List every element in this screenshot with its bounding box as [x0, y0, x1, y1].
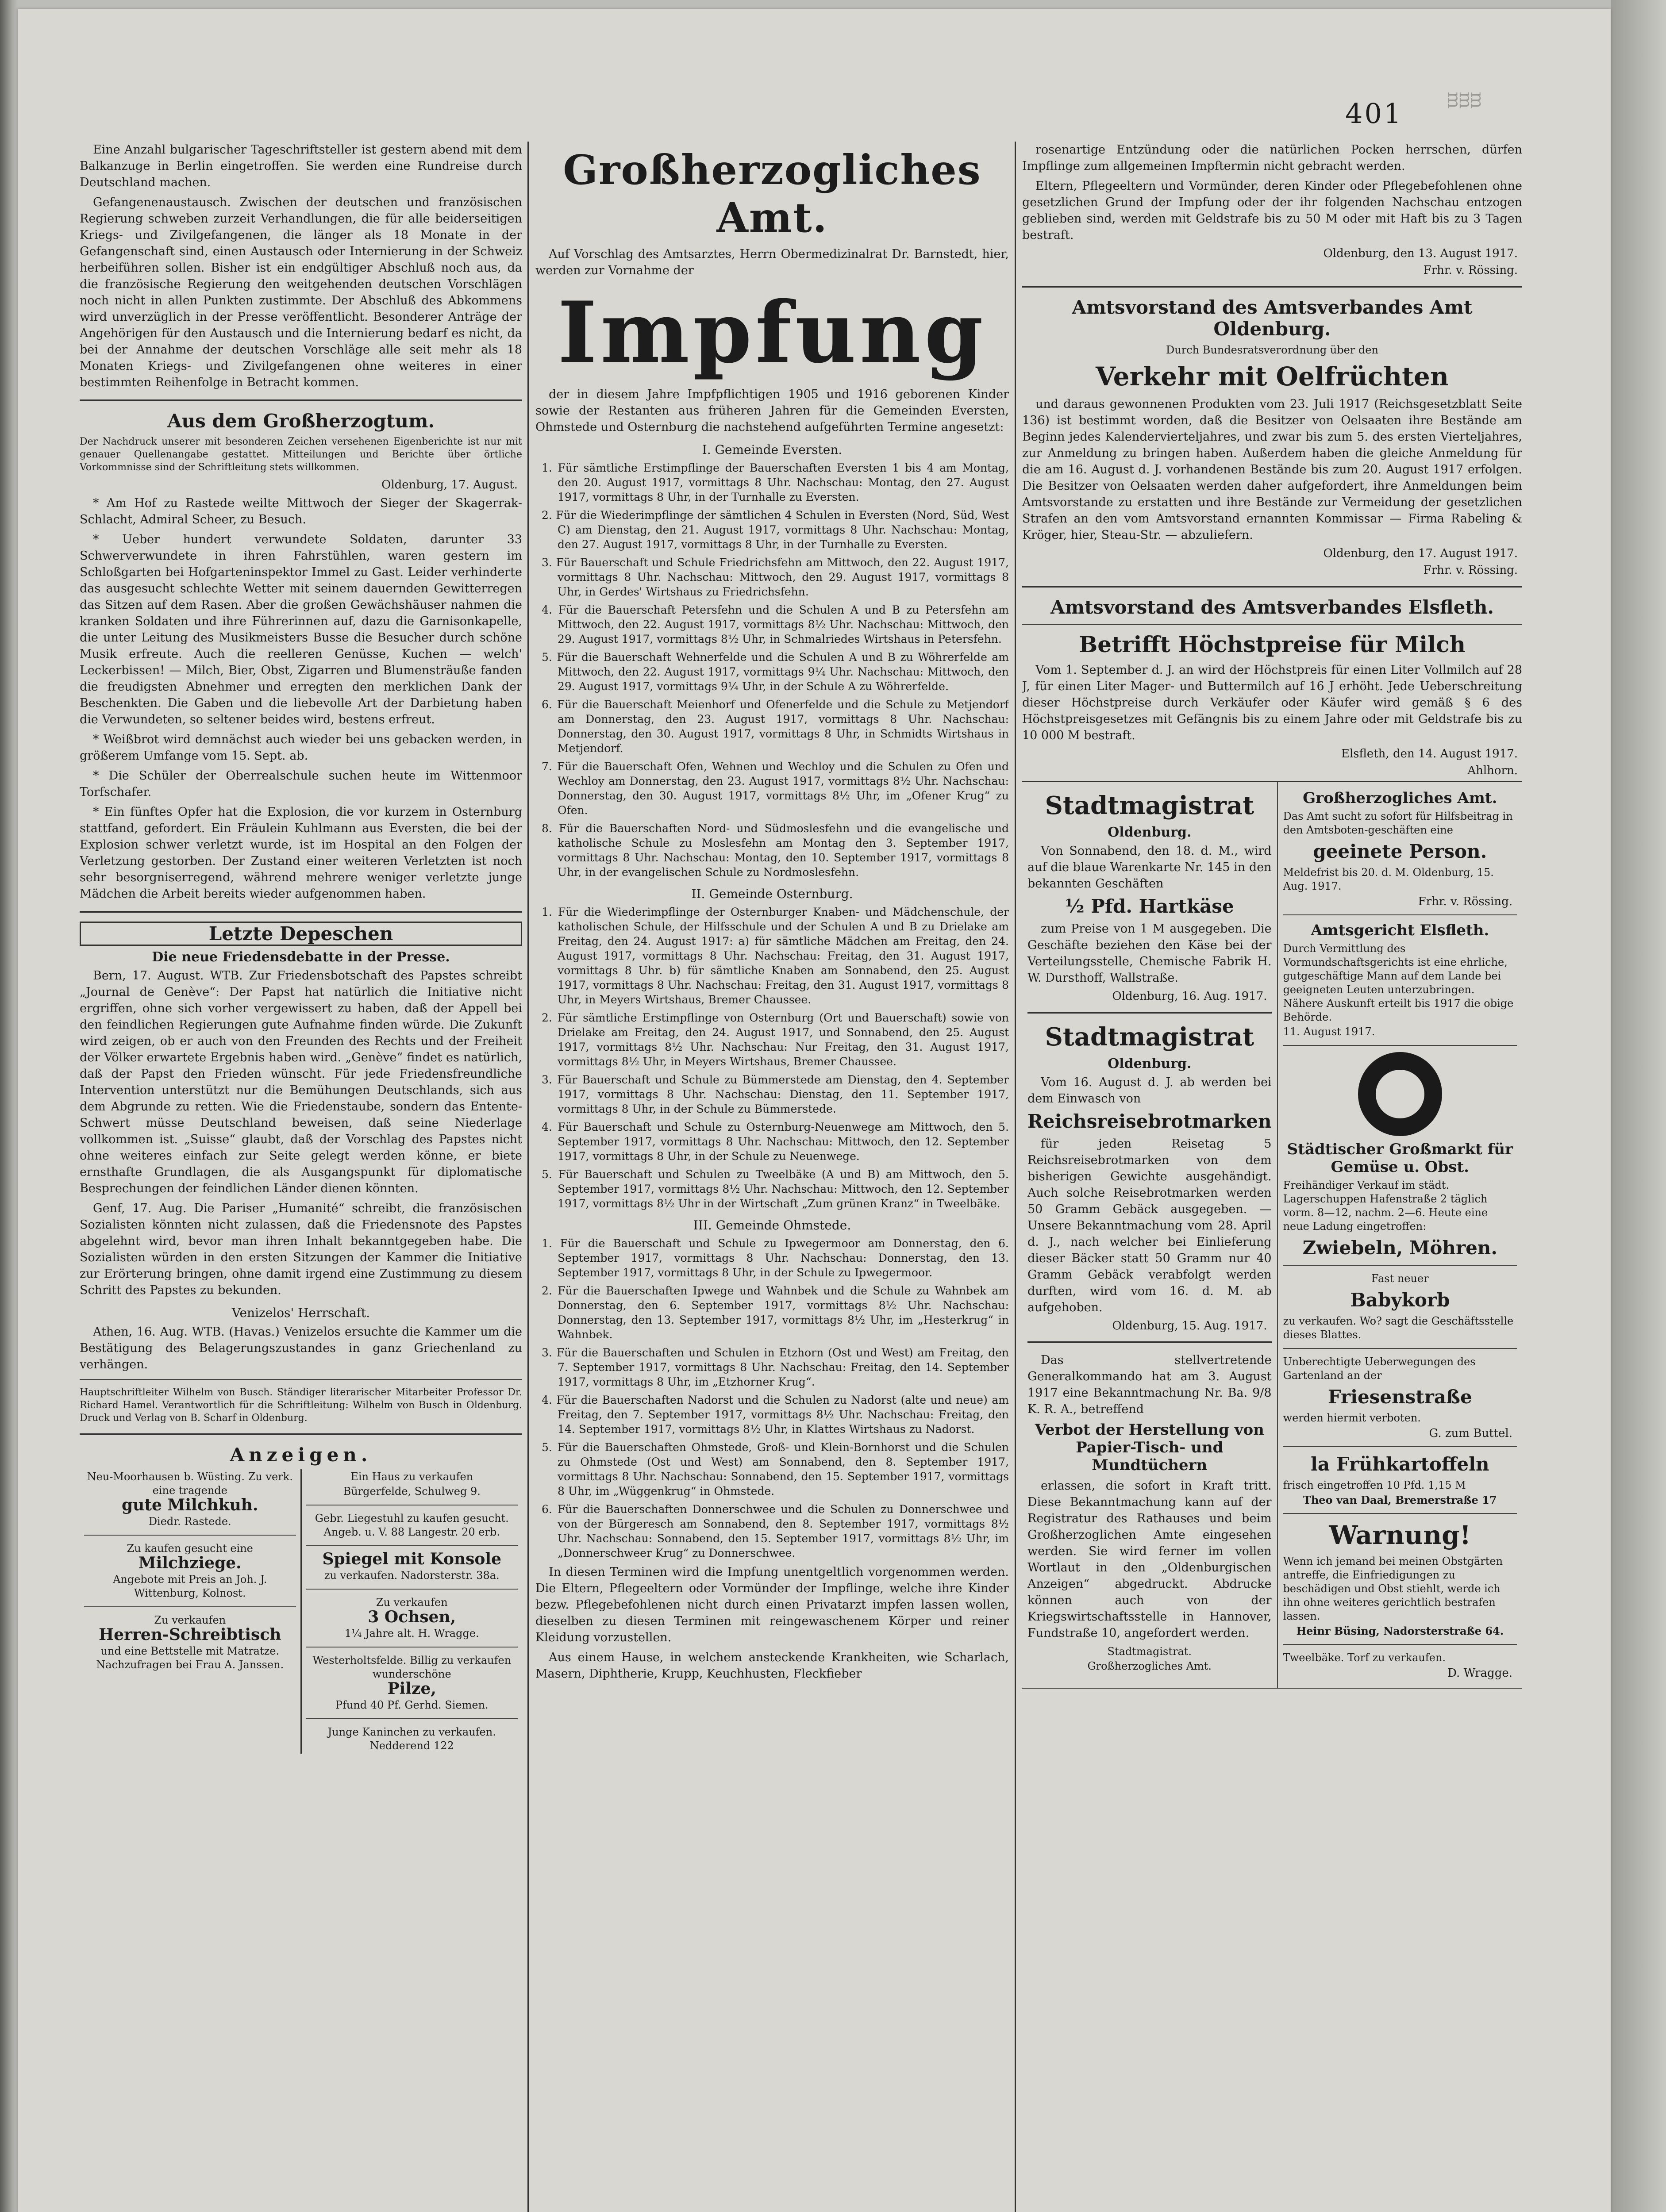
divider [306, 1589, 518, 1590]
notice-text: Das stellvertretende Generalkommando hat am 3. August 1917 eine Bekanntmachung Nr. Ba. 9/8 K. R. A., betreffend [1027, 1353, 1272, 1416]
imprint: Hauptschriftleiter Wilhelm von Busch. Ständiger literarischer Mitarbeiter Professor Dr. Richard Hamel. Verantwortlich für die Schriftleitung: Wilhelm von Busch in Oldenburg. Druck und Verlag von B. Scharf in Oldenburg. [80, 1387, 522, 1424]
depeschen-title: Letzte Depeschen [80, 922, 522, 946]
ad-text: frisch eingetroffen 10 Pfd. 1,15 M [1283, 1479, 1466, 1491]
notice-text: Von Sonnabend, den 18. d. M., wird auf die blaue Warenkarte Nr. 145 in den bekannten Geschäften [1027, 844, 1272, 891]
page-number: 401 [1345, 97, 1403, 130]
divider [1283, 1045, 1517, 1046]
schedule-item: 3. Für Bauerschaft und Schule Friedrichsfehn am Mittwoch, den 22. August 1917, vormittags 8 Uhr. Nachschau: Mittwoch, den 29. August 1917, vormittags 8 Uhr, in Gerdes' Wirtshaus zu Friedrichsfehn. [542, 556, 1009, 598]
divider [84, 1535, 296, 1536]
divider [306, 1545, 518, 1546]
divider [1283, 1446, 1517, 1447]
ad-text: Zu verkaufen [154, 1614, 226, 1626]
ads-left [80, 1469, 300, 1754]
notice-text: zum Preise von 1 M ausgegeben. Die Geschäfte beziehen den Käse bei der Verteilungsstelle, Chemische Fabrik H. W. Dursthoff, Wallstraße. [1027, 922, 1272, 985]
schedule-item: 5. Für Bauerschaft und Schulen zu Tweelbäke (A und B) am Mittwoch, den 5. September 1917, vormittags 8½ Uhr. Nachschau: Mittwoch, den 12. September 1917, vormittags 8½ Uhr in der Wirtschaft „Zum grünen Kranz“ in Tweelbäke. [542, 1168, 1009, 1210]
ad-headline: la Frühkartoffeln [1310, 1453, 1489, 1475]
notice-signature: Großherzogliches Amt. [1087, 1660, 1212, 1672]
column-rule [527, 142, 529, 2212]
notice-intro: Durch Bundesratsverordnung über den [1166, 344, 1378, 356]
ad-title: Unberechtigte Ueberwegungen des Gartenland an der [1283, 1356, 1476, 1382]
book-binding [0, 0, 18, 2212]
notice-subtitle: Oldenburg. [1108, 825, 1192, 840]
ad-text: Bürgerfelde, Schulweg 9. [343, 1485, 481, 1498]
classified-ad [306, 1596, 518, 1640]
ad-text: Ein Haus zu verkaufen [350, 1471, 473, 1483]
ad-text: Junge Kaninchen zu verkaufen. Nedderend 122 [327, 1726, 496, 1752]
divider [80, 1379, 522, 1380]
classified-ad [84, 1542, 296, 1600]
schedule-item: 6. Für die Bauerschaften Donnerschwee und die Schulen zu Donnerschwee und von der Bürgeresch am Sonnabend, den 8. September 1917, vormittags 8½ Uhr. Nachschau: Sonnabend, den 15. September 1917, vormittags 8½ Uhr, im „Donnerschweer Krug“ zu Donnerschwee. [542, 1503, 1009, 1559]
notice-text: für jeden Reisetag 5 Reichsreisebrotmarken von dem bisherigen Gewichte ausgehändigt. Auch solche Reisebrotmarken werden 50 Gramm Gebäck ausgegeben. — Unsere Bekanntmachung vom 28. April d. J., nach welcher bei Einlieferung dieser Bäcker statt 50 Gramm nur 40 Gramm Gebäck verabfolgt werden durften, wird vom 16. d. M. ab aufgehoben. [1027, 1137, 1272, 1314]
ad-text: Meldefrist bis 20. d. M. Oldenburg, 15. Aug. 1917. [1283, 866, 1494, 892]
notice-left-stack [1022, 782, 1277, 1689]
notice-headline: Betrifft Höchstpreise für Milch [1079, 631, 1466, 657]
notice-title: Amtsvorstand des Amtsverbandes Elsfleth. [1050, 596, 1494, 618]
classified-ads [80, 1469, 522, 1754]
notice-signature: Ahlhorn. [1467, 764, 1518, 777]
schedule-item: 3. Für die Bauerschaften und Schulen in Etzhorn (Ost und West) am Freitag, den 7. September 1917, vormittags 8 Uhr. Nachschau: Freitag, den 14. September 1917, vormittags 8 Uhr, im „Etzhorner Krug“. [542, 1346, 1009, 1388]
ad-text: werden hiermit verboten. [1283, 1412, 1421, 1424]
notice-title: Amtsvorstand des Amtsverbandes Amt Oldenburg. [1072, 296, 1473, 340]
notice-headline: Reichsreisebrotmarken [1027, 1110, 1272, 1132]
schedule-item: 4. Für die Bauerschaften Nadorst und die Schulen zu Nadorst (alte und neue) am Freitag, den 7. September 1917, vormittags 8½ Uhr. Nachschau: Freitag, den 14. September 1917, vormittags 8½ Uhr, in Klattes Wirtshaus zu Nadorst. [542, 1394, 1009, 1436]
schedule-item: 2. Für die Bauerschaften Ipwege und Wahnbek und die Schule zu Wahnbek am Donnerstag, den 6. September 1917, vormittags 8½ Uhr. Nachschau: Donnerstag, den 13. September 1917, vormittags 8½ Uhr, im „Hesterkrug“ in Wahnbek. [542, 1284, 1009, 1341]
divider [1022, 586, 1522, 588]
news-paragraph: Athen, 16. Aug. WTB. (Havas.) Venizelos ersuchte die Kammer um die Bestätigung des Belagerungszustandes in ganz Griechenland zu verhängen. [80, 1325, 522, 1371]
page-stack-edge [1611, 0, 1666, 2212]
ad-text: Durch Vermittlung des Vormundschaftsgerichts ist eine ehrliche, gutgeschäftige Mann auf dem Lande bei geeigneten Leuten unterzubringen. Nähere Auskunft erteilt bis 1917 die obige Behörde. [1283, 942, 1514, 1023]
notice-right-stack [1277, 782, 1522, 1689]
classified-ad [306, 1470, 518, 1498]
ad-headline: Spiegel mit Konsole [322, 1550, 501, 1568]
ad-text: und eine Bettstelle mit Matratze. Nachzufragen bei Frau A. Janssen. [96, 1645, 284, 1671]
ad-text: Angebote mit Preis an Joh. J. Wittenburg, Kolnost. [113, 1573, 267, 1599]
ad-text: Tweelbäke. Torf zu verkaufen. [1283, 1651, 1446, 1664]
notice-text: Vom 16. August d. J. ab werden bei dem Einwasch von [1027, 1075, 1272, 1106]
divider [80, 911, 522, 913]
schedule-item: 2. Für die Wiederimpflinge der sämtlichen 4 Schulen in Eversten (Nord, Süd, West C) am Dienstag, den 21. August 1917, vormittags 8 Uhr. Nachschau: Montag, den 27. August 1917, vormittags 8 Uhr, in der Turnhalle zu Eversten. [542, 509, 1009, 551]
notice-subtitle: Oldenburg. [1108, 1056, 1192, 1071]
section-title: Aus dem Großherzogtum. [167, 410, 435, 432]
column-rule [1015, 142, 1016, 2212]
classified-ad [306, 1552, 518, 1582]
column-3 [1022, 142, 1522, 2212]
ad-headline: Herren-Schreibtisch [99, 1625, 281, 1644]
classified-ad [84, 1470, 296, 1528]
ad-text: Zu kaufen gesucht eine [127, 1542, 253, 1555]
divider [306, 1718, 518, 1719]
schedule-item: 8. Für die Bauerschaften Nord- und Südmoslesfehn und die evangelische und katholische Schule zu Moslesfehn am Montag den 3. September 1917, vormittags 8 Uhr. Nachschau: Montag, den 10. September 1917, vormittags 8 Uhr, in der evangelischen Schule zu Nordmoslesfehn. [542, 822, 1009, 879]
ad-text: 11. August 1917. [1283, 1025, 1375, 1038]
notice-text: erlassen, die sofort in Kraft tritt. Diese Bekanntmachung kann auf der Registratur des Rathauses und beim Großherzoglichen Amte eingesehen werden. Sie wird ferner im vollen Wortlaut in den „Oldenburgischen Anzeigen“ abgedruckt. Abdrucke können auch von der Kriegswirtschaftsstelle in Hannover, Fundstraße 10, angefordert werden. [1027, 1479, 1272, 1640]
archive-stamp: ᴟᴟᴟ [1447, 88, 1482, 109]
ad-headline: Pilze, [387, 1679, 436, 1698]
notice-intro: Auf Vorschlag des Amtsarztes, Herrn Obermedizinalrat Dr. Barnstedt, hier, werden zur Vornahme der [535, 247, 1009, 277]
divider [1027, 1012, 1272, 1014]
ad-text: 1¼ Jahre alt. H. Wragge. [344, 1627, 479, 1640]
schedule-item: 4. Für die Bauerschaft Petersfehn und die Schulen A und B zu Petersfehn am Mittwoch, den 22. August 1917, vormittags 8½ Uhr. Nachschau: Mittwoch, den 29. August 1917, vormittags 8½ Uhr, in Schmalriedes Wirtshaus in Petersfehn. [542, 603, 1009, 645]
schedule-item: 6. Für die Bauerschaft Meienhorf und Ofenerfelde und die Schule zu Metjendorf am Donnerstag, den 23. August 1917, vormittags 8 Uhr. Nachschau: Donnerstag, den 30. August 1917, vormittags 8 Uhr, in Schmidts Wirtshaus in Metjendorf. [542, 698, 1009, 755]
ad-headline: Zwiebeln, Möhren. [1302, 1237, 1497, 1259]
schedule-item: 2. Für sämtliche Erstimpflinge von Osternburg (Ort und Bauerschaft) sowie von Drielake am Freitag, den 24. August 1917, und Sonnabend, den 25. August 1917, vormittags 8½ Uhr. Nachschau: Nur Freitag, den 31. August 1917, vormittags 8½ Uhr, in Meyers Wirtshaus, Bremer Chaussee. [542, 1011, 1009, 1068]
classified-ad [306, 1654, 518, 1712]
ad-text: Das Amt sucht zu sofort für Hilfsbeitrag in den Amtsboten-geschäften eine [1283, 810, 1513, 836]
notice-text: und daraus gewonnenen Produkten vom 23. Juli 1917 (Reichsgesetzblatt Seite 136) ist bestimmt worden, daß die Besitzer von Oelsaaten ihre Bestände am Beginn jedes Kalendervierteljahres, und zwar bis zum 5. des ersten Vierteljahres, zur Anmeldung zu bringen haben. Außerdem haben die gleiche Anmeldung für die am 16. August d. J. vorhandenen Bestände bis zum 20. August 1917 erfolgen. Die Besitzer von Oelsaaten werden daher aufgefordert, ihre Anmeldungen beim Amtsvorstande zu erstatten und ihre Bestände zur Vermeidung der gesetzlichen Strafen an den vom Amtsvorstand ernannten Kommissar — Firma Rabeling & Kröger, hier, Steau-Str. — abzuliefern. [1022, 397, 1522, 542]
notice-headline: Impfung [558, 283, 987, 382]
divider [80, 1433, 522, 1435]
schedule-item: 1. Für die Wiederimpflinge der Osternburger Knaben- und Mädchenschule, der katholischen Schule, der Hilfsschule und der Schulen A und B zu Drielake am Freitag, den 24. August 1917: a) für sämtliche Mädchen am Freitag, den 24. August 1917, vormittags 8 Uhr. Nachschau: Freitag, den 31. August 1917, vormittags 8 Uhr. b) für sämtliche Knaben am Sonnabend, den 25. August 1917, vormittags 8 Uhr. Nachschau: Freitag, den 31. August 1917, vormittags 8 Uhr, in Meyers Wirtshaus, Bremer Chaussee. [542, 906, 1009, 1006]
ad-title: Großherzogliches Amt. [1303, 789, 1497, 807]
notice-text: In diesen Terminen wird die Impfung unentgeltlich vorgenommen werden. Die Eltern, Pflegeeltern oder Vormünder der Impflinge, welche ihre Kinder bezw. Pflegebefohlenen nicht durch einen Privatarzt impfen lassen wollen, dieselben zu diesen Terminen mit reingewaschenem Körper und reiner Kleidung vorzustellen. [535, 1565, 1009, 1644]
news-paragraph: * Die Schüler der Oberrealschule suchen heute im Wittenmoor Torfschafer. [80, 769, 522, 799]
news-paragraph: Genf, 17. Aug. Die Pariser „Humanité“ schreibt, die französischen Sozialisten könnten nicht zulassen, daß die Friedensnote des Papstes abgelehnt wird, bevor man ihren Inhalt bekanntgegeben habe. Die Sozialisten würden in den ersten Sitzungen der Kammer die Initiative zur Erörterung bringen, ohne damit irgend eine Zustimmung zu diesem Schritt des Papstes zu bekunden. [80, 1202, 522, 1297]
divider [1022, 286, 1522, 288]
ad-text: Pfund 40 Pf. Gerhd. Siemen. [335, 1699, 489, 1711]
ad-text: Wenn ich jemand bei meinen Obstgärten antreffe, die Einfriedigungen zu beschädigen und Obst stiehlt, werde ich ihn ohne weiteres gerichtlich bestrafen lassen. [1283, 1555, 1503, 1622]
news-paragraph: * Ein fünftes Opfer hat die Explosion, die vor kurzem in Osternburg stattfand, gefordert. Ein Fräulein Kuhlmann aus Eversten, die bei der Explosion schwer verletzt wurde, ist im Hospital an den Folgen der Verletzung gestorben. Der Zustand einer weiteren Verletzten ist noch sehr besorgniserregend, während mehrere weniger verletzte junge Mädchen die Arbeit bereits wieder aufgenommen haben. [80, 805, 522, 901]
ad-text: Gebr. Liegestuhl zu kaufen gesucht. Angeb. u. V. 88 Langestr. 20 erb. [315, 1512, 509, 1538]
ads-right [300, 1469, 523, 1754]
notice-date: Oldenburg, den 17. August 1917. [1323, 547, 1518, 560]
ad-text: Neu-Moorhausen b. Wüsting. Zu verk. eine tragende [87, 1471, 293, 1497]
ad-text: Westerholtsfelde. Billig zu verkaufen wunderschöne [312, 1654, 512, 1680]
ad-title: Städtischer Großmarkt für Gemüse u. Obst. [1287, 1141, 1513, 1176]
classified-ad [306, 1725, 518, 1753]
municipality-heading: II. Gemeinde Osternburg. [691, 887, 853, 901]
notice-text: Aus einem Hause, in welchem ansteckende Krankheiten, wie Scharlach, Masern, Diphtherie, Krupp, Keuchhusten, Fleckfieber [535, 1651, 1009, 1681]
notice-date: Oldenburg, den 13. August 1917. [1323, 247, 1518, 260]
schedule-item: 1. Für sämtliche Erstimpflinge der Bauerschaften Eversten 1 bis 4 am Montag, den 20. August 1917, vormittags 8 Uhr. Nachschau: Montag, den 27. August 1917, vormittags 8 Uhr, in der Turnhalle zu Eversten. [542, 461, 1009, 503]
classified-ad [306, 1512, 518, 1539]
schedule-item: 1. Für die Bauerschaft und Schule zu Ipwegermoor am Donnerstag, den 6. September 1917, vormittags 8 Uhr. Nachschau: Donnerstag, den 13. September 1917, vormittags 8 Uhr, in der Schule zu Ipwegermoor. [542, 1237, 1009, 1279]
news-paragraph: Gefangenenaustausch. Zwischen der deutschen und französischen Regierung schweben zurzeit Verhandlungen, die für alle beiderseitigen Kriegs- und Zivilgefangenen, die länger als 18 Monate in der Gefangenschaft sind, einen Austausch oder Internierung in der Schweiz herbeiführen sollen. Bisher ist ein endgültiger Abschluß noch aus, da die französische Regierung den weitgehenden deutschen Vorschlägen noch nicht in allen Punkten zustimmte. Der Abschluß des Abkommens wird unverzüglich in der Presse veröffentlicht. Besonderer Anträge der Angehörigen für den Austausch und die Internierung bedarf es nicht, da bei der Annahme der deutschen Vorschläge alle seit mehr als 18 Monaten Kriegs- und Zivilgefangenen ohne weiteres in einer bestimmten Reihenfolge in Betracht kommen. [80, 196, 522, 389]
notice-text: Vom 1. September d. J. an wird der Höchstpreis für einen Liter Vollmilch auf 28 J, für einen Liter Mager- und Buttermilch auf 16 J erhöht. Jede Ueberschreitung dieser Höchstpreise durch Verkäufer oder Käufer wird gemäß § 6 des Höchstpreisgesetzes mit Gefängnis bis zu einem Jahre oder mit Geldstrafe bis zu 10 000 M bestraft. [1022, 663, 1522, 742]
ad-title: Amtsgericht Elsfleth. [1311, 922, 1489, 939]
ad-signature: D. Wragge. [1447, 1667, 1512, 1680]
schedule-item: 5. Für die Bauerschaften Ohmstede, Groß- und Klein-Bornhorst und die Schulen zu Ohmstede (Ost und West) am Sonnabend, den 8. September 1917, vormittags 8 Uhr. Nachschau: Sonnabend, den 15. September 1917, vormittags 8 Uhr, im „Wüggenkrug“ in Ohmstede. [542, 1441, 1009, 1498]
ad-signature: G. zum Buttel. [1429, 1427, 1512, 1440]
divider [1283, 1348, 1517, 1349]
news-paragraph: * Ueber hundert verwundete Soldaten, darunter 33 Schwerverwundete in ihren Fahrstühlen, waren gestern im Schloßgarten bei Hofgarteninspektor Immel zu Gast. Leider verhinderte das ausgesucht schlechte Wetter mit seinem dauernden Gewitterregen das Sitzen auf dem Rasen. Aber die großen Gewächshäuser nahmen die kranken Soldaten und ihre Führerinnen auf, dazu die Garnisonkapelle, die unter Leitung des Musikmeisters Busse die Besucher durch schöne Musik erfreute. Auch die reelleren Genüsse, Kuchen — welch' Leckerbissen! — Milch, Bier, Obst, Zigarren und Blumensträuße fanden die freudigsten Abnehmer und erregten den merklichen Dank der Beschenkten. Die Gaben und die liebevolle Art der Darbietung haben die Verwundeten, so seltener beides wird, bestens erfreut. [80, 533, 522, 726]
notice-signature: Frhr. v. Rössing. [1423, 564, 1518, 577]
divider [1283, 1513, 1517, 1514]
ad-text: zu verkaufen. Wo? sagt die Geschäftsstelle dieses Blattes. [1283, 1315, 1514, 1341]
dateline: Oldenburg, 17. August. [381, 478, 518, 492]
news-paragraph: * Am Hof zu Rastede weilte Mittwoch der Sieger der Skagerrak-Schlacht, Admiral Scheer, zu Besuch. [80, 496, 522, 526]
notice-title: Stadtmagistrat [1045, 1022, 1254, 1052]
notice-signature: Stadtmagistrat. [1107, 1645, 1192, 1658]
news-paragraph: * Weißbrot wird demnächst auch wieder bei uns gebacken werden, in größerem Umfange vom 15. Sept. ab. [80, 733, 522, 763]
municipality-heading: III. Gemeinde Ohmstede. [693, 1218, 851, 1233]
schedule-item: 4. Für Bauerschaft und Schule zu Osternburg-Neuenwege am Mittwoch, den 5. September 1917, vormittags 8 Uhr. Nachschau: Mittwoch, den 12. September 1917, vormittags 8 Uhr, in der Schule zu Neuenwege. [542, 1121, 1009, 1163]
notice-headline: ½ Pfd. Hartkäse [1065, 895, 1234, 917]
notice-signature: Frhr. v. Rössing. [1423, 264, 1518, 277]
section-note: Der Nachdruck unserer mit besonderen Zeichen versehenen Eigenberichte ist nur mit genauer Quellenangabe gestattet. Mitteilungen und Berichte über örtliche Vorkommnisse sind der Schriftleitung stets willkommen. [80, 436, 522, 473]
divider [84, 1606, 296, 1607]
divider [1283, 1265, 1517, 1266]
notice-text: rosenartige Entzündung oder die natürlichen Pocken herrschen, dürfen Impflinge zum allgemeinen Impftermin nicht gebracht werden. [1022, 143, 1522, 173]
notice-text: der in diesem Jahre Impfpflichtigen 1905 und 1916 geborenen Kinder sowie der Restanten aus früheren Jahren für die Gemeinden Eversten, Ohmstede und Osternburg die nachstehend aufgeführten Termine angesetzt: [535, 388, 1009, 434]
news-paragraph: Bern, 17. August. WTB. Zur Friedensbotschaft des Papstes schreibt „Journal de Genève“: Der Papst hat natürlich die Initiative nicht ergriffen, ohne sich vorher vergewissert zu haben, daß der Appell bei den feindlichen Regierungen gute Aufnahme finden würde. Die Zukunft wird zeigen, ob er auch von den Freunden des Rechts und der Freiheit der Völker erwartete Ergebnis haben wird. „Genève“ findet es natürlich, daß der Papst den Frieden wünscht. Für jede Friedensfreundliche Intervention unterstützt nur die Bemühungen Deutschlands, sich aus dem Abgrunde zu retten. Wie die Friedenstaube, sondern das Entente-Schwert müsse Deutschland beweisen, daß seine Niederlage vollkommen ist. „Suisse“ glaubt, daß der Vorschlag des Papstes nicht ohne weiteres einfach zur Seite gelegt werden könne, er biete ernsthafte Grundlagen, die als Ausgangspunkt für diplomatische Besprechungen der feindlichen Länder dienen könnten. [80, 969, 522, 1195]
ad-headline: geeinete Person. [1313, 841, 1487, 862]
notice-date: Oldenburg, 16. Aug. 1917. [1112, 990, 1267, 1003]
ad-title: Fast neuer [1371, 1272, 1429, 1285]
ad-headline: Babykorb [1350, 1289, 1450, 1311]
ad-headline: gute Milchkuh. [121, 1496, 258, 1514]
notice-grid [1022, 781, 1522, 1689]
ad-headline: 3 Ochsen, [368, 1608, 456, 1626]
divider [1283, 1644, 1517, 1645]
notice-text: Eltern, Pflegeeltern und Vormünder, deren Kinder oder Pflegebefohlenen ohne gesetzlichen Grund der Impfung oder der ihr folgenden Nachschau entzogen geblieben sind, werden mit Geldstrafe bis zu 50 M oder mit Haft bis zu 3 Tagen bestraft. [1022, 179, 1522, 242]
schedule-item: 7. Für die Bauerschaft Ofen, Wehnen und Wechloy und die Schulen zu Ofen und Wechloy am Donnerstag, den 23. August 1917, vormittags 8½ Uhr. Nachschau: Donnerstag, den 30. August 1917, vormittags 8½ Uhr, im „Ofener Krug“ zu Ofen. [542, 760, 1009, 817]
notice-date: Oldenburg, 15. Aug. 1917. [1112, 1319, 1267, 1333]
ad-signature: Theo van Daal, Bremerstraße 17 [1303, 1494, 1497, 1506]
notice-date: Elsfleth, den 14. August 1917. [1341, 747, 1518, 760]
anzeigen-title: Anzeigen. [230, 1444, 372, 1466]
municipality-heading: I. Gemeinde Eversten. [702, 442, 843, 457]
column-2 [535, 142, 1009, 2212]
depeschen-subtitle: Die neue Friedensdebatte in der Presse. [152, 949, 450, 965]
divider [1283, 914, 1517, 915]
ad-signature: Heinr Büsing, Nadorsterstraße 64. [1296, 1624, 1504, 1637]
ring-ornament-icon [1358, 1052, 1442, 1136]
ad-headline: Friesenstraße [1327, 1386, 1472, 1408]
ad-signature: Frhr. v. Rössing. [1418, 895, 1512, 908]
notice-title: Stadtmagistrat [1045, 791, 1254, 820]
ad-text: Diedr. Rastede. [148, 1515, 231, 1528]
news-paragraph: Eine Anzahl bulgarischer Tageschriftsteller ist gestern abend mit dem Balkanzuge in Berlin eingetroffen. Sie werden eine Rundreise durch Deutschland machen. [80, 143, 522, 189]
schedule-item: 5. Für die Bauerschaft Wehnerfelde und die Schulen A und B zu Wöhrerfelde am Mittwoch, den 22. August 1917, vormittags 9¼ Uhr. Nachschau: Mittwoch, den 29. August 1917, vormittags 9¼ Uhr, in der Schule A zu Wöhrerfelde. [542, 651, 1009, 693]
classified-ad [84, 1613, 296, 1672]
divider [1022, 624, 1522, 625]
schedule-item: 3. Für Bauerschaft und Schule zu Bümmerstede am Dienstag, den 4. September 1917, vormittags 8 Uhr. Nachschau: Dienstag, den 11. September 1917, vormittags 8 Uhr, in der Schule zu Bümmerstede. [542, 1073, 1009, 1115]
notice-headline: Verkehr mit Oelfrüchten [1095, 361, 1449, 392]
notice-headline: Verbot der Herstellung von Papier-Tisch- und Mundtüchern [1035, 1421, 1264, 1474]
ad-headline: Milchziege. [138, 1554, 242, 1572]
divider [80, 399, 522, 401]
ad-headline: Warnung! [1329, 1520, 1471, 1550]
ad-text: Zu verkaufen [376, 1596, 448, 1609]
ad-text: zu verkaufen. Nadorsterstr. 38a. [324, 1569, 500, 1582]
column-1 [80, 142, 522, 2212]
ad-text: Freihändiger Verkauf im städt. Lagerschuppen Hafenstraße 2 täglich vorm. 8—12, nachm. 2—6. Heute eine neue Ladung eingetroffen: [1283, 1179, 1488, 1233]
notice-title: Großherzogliches Amt. [563, 146, 981, 242]
subheading: Venizelos' Herrschaft. [231, 1306, 370, 1320]
divider [1027, 1341, 1272, 1343]
